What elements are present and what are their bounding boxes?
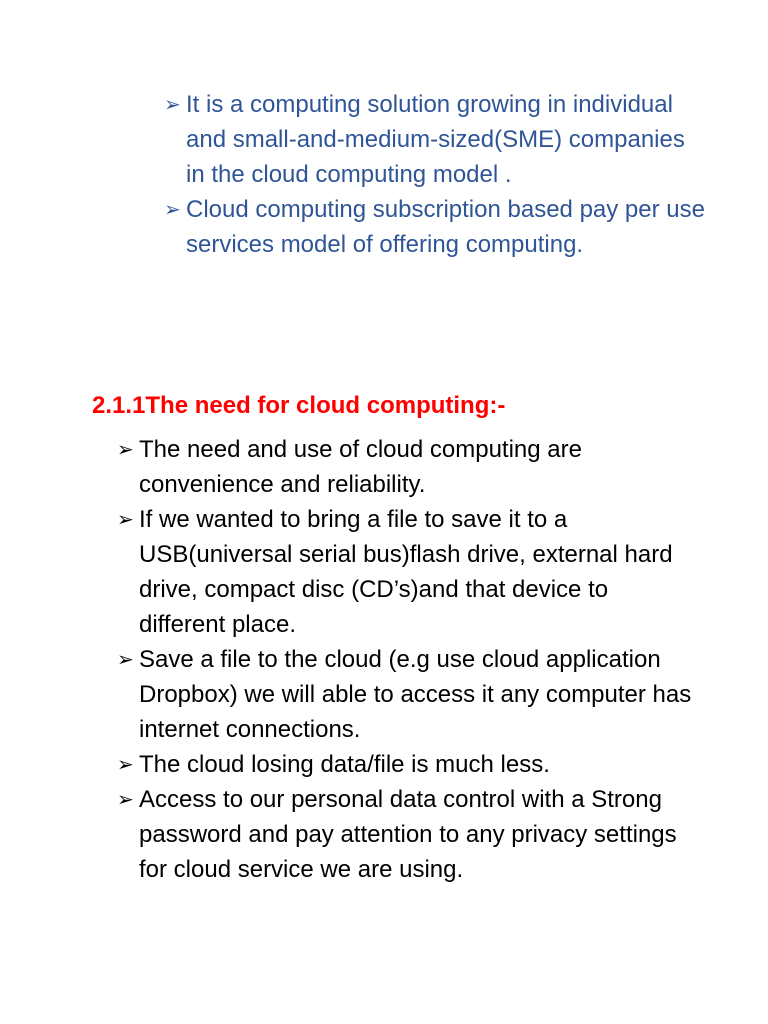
list-item <box>164 192 706 262</box>
list-item <box>117 432 699 502</box>
list-item-text: It is a computing solution growing in individual and small-and-medium-sized(SME) companies in the cloud computing model . <box>186 91 685 188</box>
list-item <box>117 642 699 747</box>
arrow-bullet-icon: ➢ <box>117 752 134 776</box>
list-item-text: If we wanted to bring a file to save it to a USB(universal serial bus)flash drive, external hard drive, compact disc (CD’s)and that device to different place. <box>139 506 673 638</box>
list-item <box>117 502 699 642</box>
list-item-text: The cloud losing data/file is much less. <box>139 751 550 778</box>
arrow-bullet-icon: ➢ <box>164 197 181 221</box>
arrow-bullet-icon: ➢ <box>117 787 134 811</box>
section-heading: 2.1.1The need for cloud computing:- <box>92 392 506 419</box>
list-item-text: Save a file to the cloud (e.g use cloud application Dropbox) we will able to access it any computer has internet connections. <box>139 646 692 743</box>
list-item <box>117 782 699 887</box>
list-item <box>164 87 706 192</box>
arrow-bullet-icon: ➢ <box>117 437 134 461</box>
arrow-bullet-icon: ➢ <box>117 507 134 531</box>
list-item-text: Cloud computing subscription based pay per use services model of offering computing. <box>186 196 705 258</box>
need-bullet-list <box>117 432 699 887</box>
list-item-text: Access to our personal data control with a Strong password and pay attention to any privacy settings for cloud service we are using. <box>139 786 677 883</box>
list-item-text: The need and use of cloud computing are convenience and reliability. <box>139 436 582 498</box>
intro-bullet-list <box>164 87 706 262</box>
arrow-bullet-icon: ➢ <box>117 647 134 671</box>
arrow-bullet-icon: ➢ <box>164 92 181 116</box>
list-item <box>117 747 699 782</box>
